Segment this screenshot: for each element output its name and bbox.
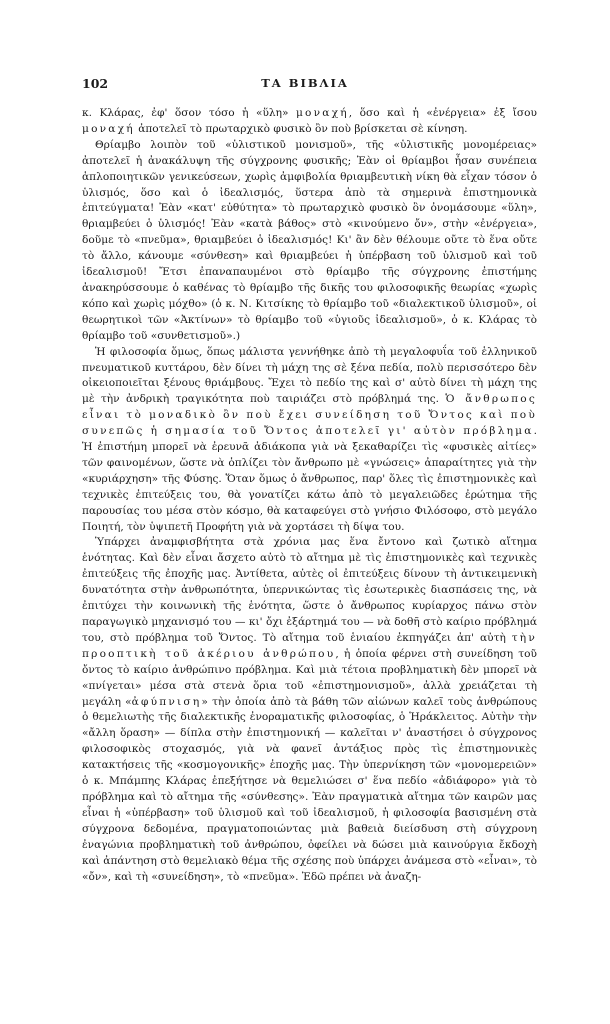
page-number: 102 (82, 76, 109, 91)
text-run: κ. Κλάρας, ἐφ' ὅσον τόσο ἡ «ὕλη» (82, 107, 296, 119)
text-run: , ἡ ὁποία φέρνει στὴ συνείδηση τοῦ ὄντος τὸ καίριο ἀνθρώπινο πρόβλημα. Καὶ μιὰ τέτοια προβληματικὴ δὲν μπορεῖ νὰ «πνίγεται» μέσα στὰ στενὰ ὅρια τοῦ «ἐπιστημονισμοῦ», ἀλλὰ χρειάζεται τὴ μεγάλη « (82, 647, 537, 708)
spaced-emphasis: ἀφύπνιση (131, 695, 202, 708)
text-run: . Ἡ ἐπιστήμη μπορεῖ νὰ ἐρευνᾶ ἀδιάκοπα γιὰ νὰ ξεκαθαρίζει τὶς «φυσικὲς αἰτίες» τῶν φαινομένων, ὥστε νὰ ὁπλίζει τὸν ἄνθρωπο μὲ «γνώσεις» ἀπαραίτητες γιὰ τὴν «κυριάρχηση» τῆς Φύσης. Ὅταν ὅμως ὁ ἄνθρωπος, παρ' ὅλες τὶς ἐπιστημονικὲς καὶ τεχνικὲς ἐπιτεύξεις του, θὰ γονατίζει κάτω ἀπὸ τὸ μεγαλειῶδες ἐρώτημα τῆς παρουσίας του μέσα στὸν κόσμο, θὰ καταφεύγει στὸ γνήσιο Φιλόσοφο, στὸ μεγάλο Ποιητή, τὸν ὑψιπετῆ Προφήτη γιὰ νὰ χορτάσει τὴ δίψα του. (82, 425, 537, 533)
text-run: Ὑπάρχει ἀναμφισβήτητα στὰ χρόνια μας ἕνα ἔντονο καὶ ζωτικὸ αἴτημα ἑνότητας. Καὶ δὲν εἶναι ἄσχετο αὐτὸ τὸ αἴτημα μὲ τὶς ἐπιστημονικὲς καὶ τεχνικὲς ἐπιτεύξεις τῆς ἐποχῆς μας. Ἀντίθετα, αὐτὲς οἱ ἐπιτεύξεις δίνουν τὴ ἀντικειμενικὴ δυνατότητα στὴν ἀνθρωπότητα, ὑπερνικώντας τὶς ἐσωτερικὲς διασπάσεις της, νὰ ἐπιτύχει τὴν κοινωνικὴ τῆς ἑνότητα, ὥστε ὁ ἄνθρωπος κυρίαρχος πάνω στὸν παραγωγικὸ μηχανισμό του — κι' ὄχι ἐξάρτημά του — νὰ δοθῆ στὸ καίριο πρόβλημά του, στὸ πρόβλημα τοῦ Ὄντος. Τὸ αἴτημα τοῦ ἑνιαίου ἐκπηγάζει ἀπ' αὐτὴ (82, 536, 537, 644)
spaced-emphasis: μοναχή (295, 107, 349, 119)
text-run: Θρίαμβο λοιπὸν τοῦ «ὑλιστικοῦ μονισμοῦ», τῆς «ὑλιστικῆς μονομέρειας» ἀποτελεῖ ἡ ἀνακάλυψη τῆς σύγχρονης φυσικῆς; Ἐὰν οἱ θρίαμβοι ἦσαν συνέπεια ἁπλοποιητικῶν γενικεύσεων, χωρὶς ἀμφιβολία θριαμβευτικὴ νίκη θὰ εἶχαν τόσον ὁ ὑλισμός, ὅσο καὶ ὁ ἰδεαλισμός, ὕστερα ἀπὸ τὰ σημερινὰ ἐπιστημονικὰ ἐπιτεύγματα! Ἐὰν «κατ' εὐθύτητα» τὸ πρωταρχικὸ φυσικὸ ὂν ὀνομάσουμε «ὕλη», θριαμβεύει ὁ ὑλισμός! Ἐὰν «κατὰ βάθος» στὸ «κινούμενο ὄν», στὴν «ἐνέργεια», δοῦμε τὸ «πνεῦμα», θριαμβεύει ὁ ἰδεαλισμός! Κι' ἂν δὲν θέλουμε οὔτε τὸ ἕνα οὔτε τὸ ἄλλο, κάνουμε «σύνθεση» καὶ θριαμβεύει ἡ ὑπέρβαση τοῦ ὑλισμοῦ καὶ τοῦ ἰδεαλισμοῦ! Ἔτσι ἐπαναπαυμένοι στὸ θρίαμβο τῆς σύγχρονης ἐπιστήμης ἀνακηρύσσουμε ὁ καθένας τὸ θρίαμβο τῆς δικῆς του φιλοσοφικῆς θεωρίας «χωρὶς κόπο καὶ χωρὶς μόχθο» (ὁ κ. Ν. Κιτσίκης τὸ θρίαμβο τοῦ «διαλεκτικοῦ ὑλισμοῦ», οἱ θεωρητικοὶ τῶν «Ἀκτίνων» τὸ θρίαμβο τοῦ «ὑγιοῦς ἰδεαλισμοῦ», ὁ κ. Κλάρας τὸ θρίαμβο τοῦ «συνθετισμοῦ».) (82, 138, 537, 342)
page-header (0, 76, 610, 92)
running-title: ΤΑ ΒΙΒΛΙΑ (261, 76, 349, 90)
paragraph (82, 535, 537, 885)
text-run: , ὅσο καὶ ἡ «ἐνέργεια» ἐξ ἴσου (348, 107, 537, 119)
paragraph (82, 345, 537, 536)
text-run: ἀποτελεῖ τὸ πρωταρχικὸ φυσικὸ ὂν ποὺ βρίσκεται σὲ κίνηση. (134, 122, 468, 135)
paragraph (82, 106, 537, 138)
paragraph (82, 138, 537, 345)
spaced-emphasis: μοναχή (82, 122, 135, 135)
spaced-emphasis: τὴν προοπτικὴ τοῦ ἀκέριου ἀνθρώπου (82, 631, 537, 660)
body-text (82, 106, 537, 885)
spaced-emphasis: Ὁ ἄνθρωπος εἶναι τὸ μοναδικὸ ὂν ποὺ ἔχει συνείδηση τοῦ Ὄντος καὶ ποὺ συνεπῶς ἡ σημασία τοῦ Ὄντος ἀποτελεῖ γι' αὐτὸν πρόβλημα (82, 393, 537, 438)
text-run: » τὴν ὁποία ἀπὸ τὰ βάθη τῶν αἰώνων καλεῖ τοὺς ἀνθρώπους ὁ θεμελιωτὴς τῆς διαλεκτικῆς ἐνοραματικῆς φιλοσοφίας, ὁ Ἡράκλειτος. Αὐτὴν τὴν «ἄλλη ὅραση» — δίπλα στὴν ἐπιστημονική — καλεῖται ν' ἀναστήσει ὁ σύγχρονος φιλοσοφικὸς στοχασμός, γιὰ νὰ φανεῖ ἀντάξιος πρὸς τὶς ἐπιστημονικὲς κατακτήσεις τῆς «κοσμογονικῆς» ἐποχῆς μας. Τὴν ὑπερνίκηση τῶν «μονομερειῶν» ὁ κ. Μπάμπης Κλάρας ἐπεξήτησε νὰ θεμελιώσει σ' ἕνα πεδίο «ἀδιάφορο» γιὰ τὸ πρόβλημα καὶ τὸ αἴτημα τῆς «σύνθεσης». Ἐὰν πραγματικὰ αἴτημα τῶν καιρῶν μας εἶναι ἡ «ὑπέρβαση» τοῦ ὑλισμοῦ καὶ τοῦ ἰδεαλισμοῦ, ἡ φιλοσοφία βασισμένη στὰ σύγχρονα δεδομένα, πραγματοποιώντας μιὰ βαθειὰ διείσδυση στὴ σύγχρονη ἐναγώνια προβληματικὴ τοῦ ἀνθρώπου, ὀφείλει νὰ δώσει μιὰ καινούργια ἔκδοχὴ καὶ ἀπάντηση στὸ θεμελιακὸ θέμα τῆς σχέσης ποὺ ὑπάρχει ἀνάμεσα στὸ «εἶναι», τὸ «ὄν», καὶ τὴ «συνείδηση», τὸ «πνεῦμα». Ἐδῶ πρέπει νὰ ἀναζη- (82, 695, 537, 883)
text-run: Ἡ φιλοσοφία ὅμως, ὅπως μάλιστα γεννήθηκε ἀπὸ τὴ μεγαλοφυΐα τοῦ ἑλληνικοῦ πνευματικοῦ κυττάρου, δὲν δίνει τὴ μάχη της σὲ ξένα πεδία, πολὺ περισσότερο δὲν οἰκειοποιεῖται ξένους θριάμβους. Ἔχει τὸ πεδίο της καὶ σ' αὐτὸ δίνει τὴ μάχη της μὲ τὴν ἀνδρικὴ τραγικότητα ποὺ ταιριάζει στὸ πρόβλημά της. (82, 345, 537, 406)
